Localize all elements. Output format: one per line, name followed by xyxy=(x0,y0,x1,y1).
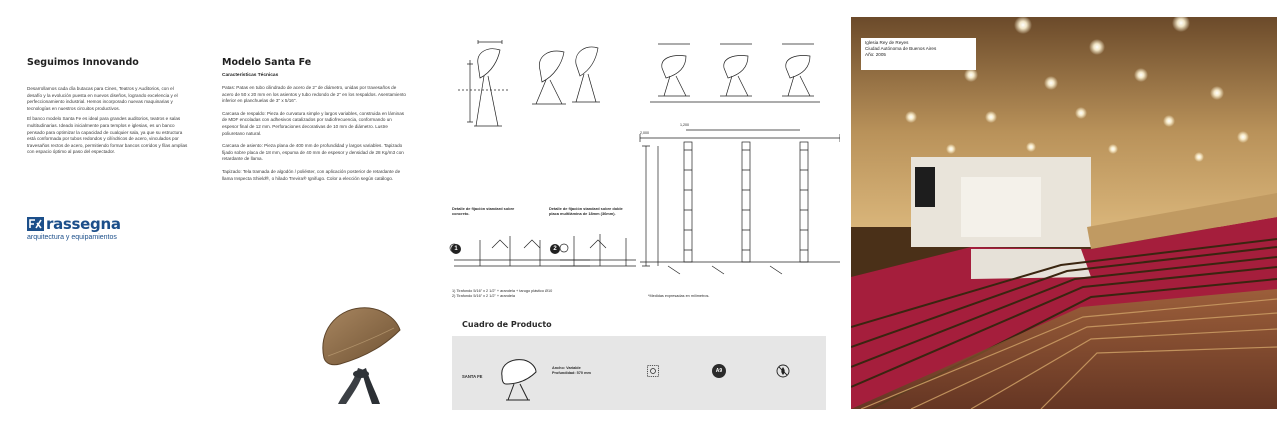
spec-legs: Patas: Patas en tubo cilindrado de acero de 2" de diámetro, unidas por travesaños de acero de 50 x 20 mm en los asientos y tubo redondo de 2" en los respaldos. Asentamiento inferior en planchuelas de 3" x 5/16". xyxy=(222,85,406,104)
caption-line-3: Año: 2005 xyxy=(865,52,886,57)
no-fire-icon xyxy=(776,364,790,378)
detail-concrete-title: Detalle de fijación standard sobre concreto. xyxy=(452,206,515,216)
marker-1: 1 xyxy=(451,244,461,254)
intro-paragraph-1: Desarrollamos cada día butacas para Cines, Teatros y Auditorios, con el desafío y la evolución puesta en nuevos diseños, logrando excelencia y el perfeccionamiento industrial. Hemos incorporado nuevas maquinarias y tecnologías en nuestros circuitos productivos. xyxy=(27,86,178,111)
fixing-notes xyxy=(452,289,592,299)
logo-mark-icon xyxy=(27,217,44,231)
spec-list xyxy=(222,85,407,186)
brand-logo xyxy=(27,215,121,241)
product-model-label: SANTA FE xyxy=(462,374,483,379)
photo-caption xyxy=(861,38,976,70)
fixing-note-2: 2) Tirafondo 5/16" x 2 1/2" + arandela xyxy=(452,294,515,298)
measure-note: *Medidas expresadas en milímetros. xyxy=(648,294,710,298)
svg-text:1,200: 1,200 xyxy=(680,123,689,127)
photo-caption-text xyxy=(861,38,976,60)
intro-text xyxy=(27,86,190,160)
spec-upholstery: Tapizado: Tela tramada de algodón / poliéster, con aplicación posterior de retardante de llama Inspecta Shield®, o hilado Trevira® Ignifugo. Color a elección según catálogo. xyxy=(222,168,401,181)
logo-wordmark: rassegna xyxy=(46,215,121,233)
intro-paragraph-2: El banco modelo Santa Fe es ideal para grandes auditorios, teatros e salas multitudinarias. Ideado inicialmente para templos e iglesias, es un banco pensado para optimizar la capacidad de cualquier sala, ya que su estructura está conformada por tubos redondos y cilíndricos de acero, vinculados por travesaños rectos de acero, permitiendo formar bancos corridos y filas amplias con espacio óptimo al paso del espectador. xyxy=(27,116,188,155)
product-depth: Profundidad: 570 mm xyxy=(552,371,591,375)
side-profile-drawing xyxy=(458,40,600,126)
spec-seat: Carcasa de asiento: Pieza plana de 400 mm de profundidad y largos variables. Tapizado fijado sobre placa de 18 mm, espuma de 40 mm de espesor y densidad de 28 Kg/m3 con retardante de llama. xyxy=(222,143,404,162)
technical-drawings xyxy=(440,30,840,310)
detail-plywood-title: Detalle de fijación standard sobre doble placa multilámina de 18mm (36mm). xyxy=(549,206,623,216)
marker-2: 2 xyxy=(550,244,560,254)
section-heading: Seguimos Innovando xyxy=(27,57,139,68)
product-box xyxy=(452,336,826,410)
auditorium-photo xyxy=(851,17,1277,409)
seat-render-image xyxy=(314,300,409,410)
section-elevation-drawing xyxy=(640,130,840,274)
fixing-note-1: 1) Tirafondo 5/16" x 2 1/2" + arandela + tarugo plástico Ø10 xyxy=(452,289,553,293)
spec-backrest: Carcasa de respaldo: Pieza de curvatura simple y largos variables, construida en láminas de MDF encoladas con adhesivos catalizados por radiofrecuencia, conformando un espesor final de 12 mm. Perforaciones decorativas de 10 mm de diámetro. Lustre poliuretano natural. xyxy=(222,110,405,136)
certification-badge: A9 xyxy=(712,364,726,378)
logo-tagline: arquitectura y equipamientos xyxy=(27,234,117,241)
front-elevation-drawings xyxy=(650,44,820,102)
product-box-title: Cuadro de Producto xyxy=(462,320,552,329)
spec-subtitle: Características Técnicas xyxy=(222,73,279,78)
fabric-swatch-icon xyxy=(646,364,660,378)
caption-line-1: Iglesia Rey de Reyes xyxy=(865,40,909,45)
fixing-detail-plywood xyxy=(560,234,636,266)
product-thumb-icon xyxy=(496,354,538,402)
spec-heading: Modelo Santa Fe xyxy=(222,57,312,68)
product-width: Ancho: Variable xyxy=(552,366,581,370)
svg-text:2,000: 2,000 xyxy=(640,131,649,135)
caption-line-2: Ciudad Autónoma de Buenos Aires xyxy=(865,46,937,51)
fixing-detail-concrete xyxy=(450,236,590,266)
product-dimensions xyxy=(552,366,591,376)
